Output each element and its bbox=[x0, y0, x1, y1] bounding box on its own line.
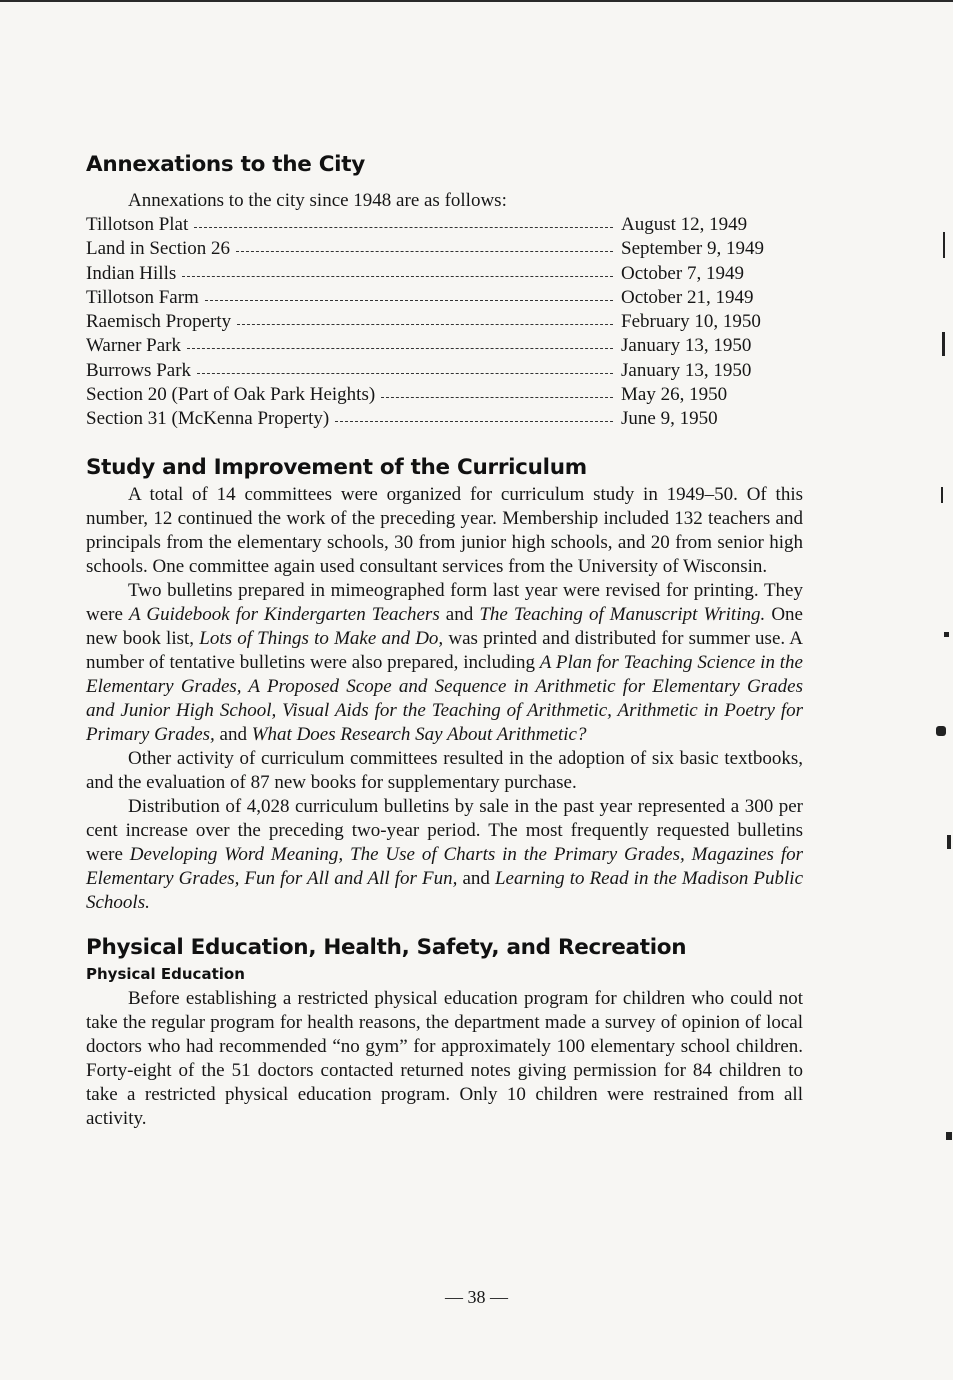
annexation-name: Indian Hills bbox=[86, 262, 177, 284]
scan-artifact bbox=[943, 232, 945, 258]
scan-artifact bbox=[944, 632, 949, 637]
bulletin-title: The Teaching of Manuscript Writing. bbox=[479, 603, 766, 625]
annexation-row bbox=[86, 213, 803, 237]
annexation-date: February 10, 1950 bbox=[621, 311, 761, 333]
annexation-date: October 21, 1949 bbox=[621, 286, 754, 308]
annexation-row bbox=[86, 310, 803, 334]
annexations-intro: Annexations to the city since 1948 are as follows: bbox=[128, 190, 507, 211]
annexation-date: September 9, 1949 bbox=[621, 238, 765, 260]
paragraph-restricted-program: Before establishing a restricted physical education program for children who could not take the regular program for health reasons, the department made a survey of opinion of local doctors who had recommended “no gym” for approximately 100 elementary school children. Forty-eight of the 51 doctors contacted returned notes giving permission for 84 children to take a restricted physical education program. Only 10 children were restrained from all activity. bbox=[86, 987, 803, 1129]
text-run: and bbox=[457, 867, 495, 889]
section-heading: Study and Improvement of the Curriculum bbox=[86, 454, 587, 480]
dot-leader bbox=[381, 397, 613, 398]
dot-leader bbox=[187, 348, 613, 349]
annexation-name: Section 20 (Part of Oak Park Heights) bbox=[86, 384, 376, 406]
annexation-date: May 26, 1950 bbox=[621, 384, 728, 406]
annexation-row bbox=[86, 407, 803, 431]
text-run: Distribution of 4,028 curriculum bulletins by sale in the past year represented a 300 per cent increase over the preceding two-year period. The most frequently requested bulletins were bbox=[86, 795, 803, 865]
paragraph-committees: A total of 14 committees were organized for curriculum study in 1949–50. Of this number, 12 continued the work of the preceding year. Membership included 132 teachers and principals from the elementary schools, 30 from junior high schools, and 20 from senior high schools. One committee again used consultant services from the University of Wisconsin. bbox=[86, 483, 803, 577]
text-run: was printed and distributed for summer use. A number of tentative bulletins were also prepared, including bbox=[86, 627, 804, 673]
dot-leader bbox=[197, 373, 613, 374]
document-page bbox=[86, 150, 803, 1131]
annexation-name: Tillotson Farm bbox=[86, 286, 199, 308]
text-run: and bbox=[214, 723, 252, 745]
annexation-date: January 13, 1950 bbox=[621, 335, 752, 357]
section-physical-education bbox=[86, 933, 803, 1131]
annexation-date: January 13, 1950 bbox=[621, 359, 752, 381]
paragraph-bulletins bbox=[86, 579, 803, 747]
scan-artifact bbox=[942, 332, 945, 356]
annexation-name: Burrows Park bbox=[86, 359, 192, 381]
annexation-name: Section 31 (McKenna Property) bbox=[86, 408, 330, 430]
dot-leader bbox=[205, 300, 613, 301]
dot-leader bbox=[237, 324, 613, 325]
bulletin-titles: Developing Word Meaning, The Use of Charts in the Primary Grades, Magazines for Elementary Grades, Fun for All and All for Fun, bbox=[86, 843, 803, 889]
page-top-edge bbox=[0, 0, 953, 2]
scan-artifact bbox=[946, 1132, 952, 1140]
text-run: Two bulletins prepared in mimeographed form last year were revised for printing. They were bbox=[86, 579, 803, 625]
scan-artifact bbox=[941, 487, 943, 503]
text-run: and bbox=[439, 603, 480, 625]
paragraph-textbooks: Other activity of curriculum committees resulted in the adoption of six basic textbooks, and the evaluation of 87 new books for supplementary purchase. bbox=[86, 747, 803, 793]
scan-artifact bbox=[947, 835, 951, 849]
dot-leader bbox=[194, 227, 613, 228]
bulletin-title: A Guidebook for Kindergarten Teachers bbox=[129, 603, 440, 625]
text-run: One new book list, bbox=[86, 603, 803, 649]
bulletin-title: What Does Research Say About Arithmetic? bbox=[251, 723, 587, 745]
annexation-date: August 12, 1949 bbox=[621, 214, 748, 235]
annexation-date: June 9, 1950 bbox=[621, 408, 718, 430]
page-number: — 38 — bbox=[445, 1287, 508, 1307]
annexation-row bbox=[86, 359, 803, 383]
section-annexations bbox=[86, 150, 803, 432]
subsection-heading: Physical Education bbox=[86, 964, 245, 983]
dot-leader bbox=[182, 276, 613, 277]
annexation-name: Raemisch Property bbox=[86, 311, 232, 333]
annexation-name: Land in Section 26 bbox=[86, 238, 231, 260]
annexation-row bbox=[86, 334, 803, 358]
annexation-row bbox=[86, 383, 803, 407]
section-heading: Physical Education, Health, Safety, and Recreation bbox=[86, 934, 687, 960]
dot-leader bbox=[335, 421, 613, 422]
paragraph-distribution bbox=[86, 795, 803, 915]
annexation-name: Tillotson Plat bbox=[86, 214, 189, 235]
annexation-name: Warner Park bbox=[86, 335, 182, 357]
bulletin-title: Learning to Read in the Madison Public Schools. bbox=[86, 867, 804, 913]
dot-leader bbox=[236, 251, 613, 252]
book-list-title: Lots of Things to Make and Do, bbox=[199, 627, 444, 649]
annexation-row bbox=[86, 286, 803, 310]
annexations-list bbox=[86, 213, 803, 432]
annexation-row bbox=[86, 262, 803, 286]
scan-artifact bbox=[936, 726, 946, 736]
annexation-row bbox=[86, 237, 803, 261]
section-heading: Annexations to the City bbox=[86, 152, 365, 177]
annexation-date: October 7, 1949 bbox=[621, 262, 744, 284]
section-curriculum bbox=[86, 453, 803, 915]
bulletin-titles: A Plan for Teaching Science in the Elementary Grades, A Proposed Scope and Sequence in Arithmetic for Elementary Grades and Junior High School, Visual Aids for the Teaching of Arithmetic, Arithmetic in Poetry for Primary Grades, bbox=[86, 651, 803, 745]
